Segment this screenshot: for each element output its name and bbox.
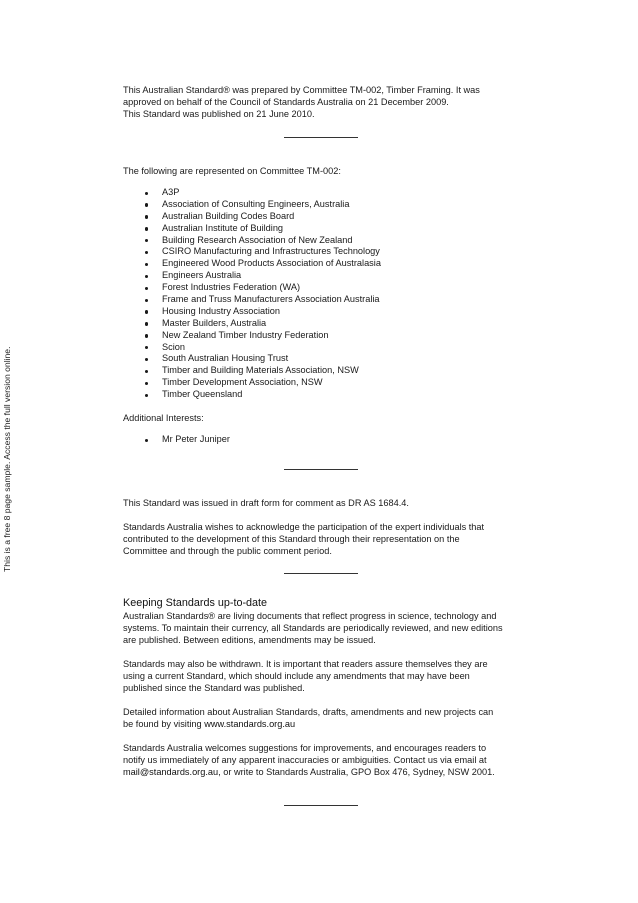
section-divider-1 [284, 137, 358, 138]
committee-member-item [123, 270, 523, 282]
additional-interest-item [123, 434, 523, 446]
draft-paragraph: This Standard was issued in draft form for comment as DR AS 1684.4. [123, 497, 409, 508]
bullet-icon [145, 239, 148, 242]
committee-member-item-label: Association of Consulting Engineers, Australia [162, 198, 350, 209]
committee-member-item-label: New Zealand Timber Industry Federation [162, 329, 329, 340]
bullet-icon [145, 192, 148, 195]
side-note-text: This is a free 8 page sample. Access the full version online. [2, 346, 12, 572]
committee-member-item [123, 235, 523, 247]
keeping-paragraph-2: Standards may also be withdrawn. It is important that readers assure themselves they are using a current Standard, which should include any amendments that may have been published since the Standard was published. [123, 658, 488, 693]
committee-member-item [123, 187, 523, 199]
bullet-icon [145, 358, 148, 361]
standards-email-link[interactable]: mail@standards.org.au [123, 766, 219, 777]
committee-member-item-label: Engineered Wood Products Association of Australasia [162, 258, 381, 269]
committee-member-item [123, 377, 523, 389]
keeping-standards-heading: Keeping Standards up-to-date [123, 596, 268, 609]
committee-member-item-label: Frame and Truss Manufacturers Association Australia [162, 294, 380, 305]
bullet-icon [145, 251, 148, 254]
committee-member-item-label: Engineers Australia [162, 270, 242, 281]
committee-member-item [123, 282, 523, 294]
committee-member-item [123, 342, 523, 354]
represented-intro: The following are represented on Committee TM-002: [123, 166, 341, 176]
section-divider-4 [284, 805, 358, 806]
committee-member-item-label: Master Builders, Australia [162, 317, 267, 328]
bullet-icon [145, 439, 148, 442]
document-body [123, 84, 523, 806]
section-divider-3 [284, 573, 358, 574]
committee-member-item-label: Building Research Association of New Zealand [162, 234, 353, 245]
section-divider-2 [284, 469, 358, 470]
bullet-icon [145, 299, 148, 302]
bullet-icon [145, 227, 148, 230]
keeping-paragraph-4: Standards Australia welcomes suggestions for improvements, and encourages readers to notify us immediately of any apparent inaccuracies or ambiguities. Contact us via email at mail@standards.org.au, or write to Standards Australia, GPO Box 476, Sydney, NSW 2001. [123, 742, 495, 777]
committee-member-item [123, 330, 523, 342]
committee-member-item-label: Scion [162, 341, 185, 352]
committee-member-item-label: Timber Queensland [162, 389, 243, 400]
committee-member-item [123, 199, 523, 211]
committee-member-item [123, 246, 523, 258]
committee-member-item [123, 318, 523, 330]
bullet-icon [145, 394, 148, 397]
preparation-paragraph: This Australian Standard® was prepared by Committee TM-002, Timber Framing. It was approved on behalf of the Council of Standards Australia on 21 December 2009. This Standard was published on 21 June 2010. [123, 85, 480, 119]
committee-member-item [123, 365, 523, 377]
standards-website-link[interactable]: www.standards.org.au [204, 718, 296, 729]
committee-member-item-label: Australian Building Codes Board [162, 210, 295, 221]
committee-member-item-label: Timber Development Association, NSW [162, 377, 323, 388]
committee-member-item [123, 389, 523, 401]
bullet-icon [145, 370, 148, 373]
bullet-icon [145, 263, 148, 266]
committee-member-item-label: South Australian Housing Trust [162, 353, 289, 364]
committee-member-item-label: Australian Institute of Building [162, 222, 284, 233]
committee-member-item-label: A3P [162, 187, 180, 197]
additional-interests-list [123, 434, 523, 446]
committee-member-item-label: Housing Industry Association [162, 305, 280, 316]
sample-side-note [0, 332, 18, 572]
committee-member-item [123, 223, 523, 235]
bullet-icon [145, 334, 148, 337]
bullet-icon [145, 203, 148, 206]
keeping-paragraph-3: Detailed information about Australian Standards, drafts, amendments and new projects can be found by visiting www.standards.org.au [123, 706, 494, 729]
bullet-icon [145, 346, 148, 349]
acknowledgement-paragraph: Standards Australia wishes to acknowledge the participation of the expert individuals that contributed to the development of this Standard through their representation on the Committee and through the public comment period. [123, 521, 485, 556]
bullet-icon [145, 275, 148, 278]
bullet-icon [145, 322, 148, 325]
committee-member-item-label: CSIRO Manufacturing and Infrastructures Technology [162, 246, 380, 257]
committee-member-item [123, 211, 523, 223]
committee-member-list [123, 187, 523, 401]
committee-member-item [123, 353, 523, 365]
keeping-paragraph-1: Australian Standards® are living documents that reflect progress in science, technology and systems. To maintain their currency, all Standards are periodically reviewed, and new editions are published. Between editions, amendments may be issued. [123, 610, 503, 645]
bullet-icon [145, 287, 148, 290]
bullet-icon [145, 215, 148, 218]
bullet-icon [145, 382, 148, 385]
committee-member-item-label: Timber and Building Materials Association, NSW [162, 365, 359, 376]
committee-member-item [123, 306, 523, 318]
additional-interests-label: Additional Interests: [123, 413, 204, 424]
committee-member-item [123, 294, 523, 306]
bullet-icon [145, 310, 148, 313]
committee-member-item-label: Forest Industries Federation (WA) [162, 282, 301, 293]
additional-interest-item-label: Mr Peter Juniper [162, 434, 230, 445]
committee-member-item [123, 258, 523, 270]
